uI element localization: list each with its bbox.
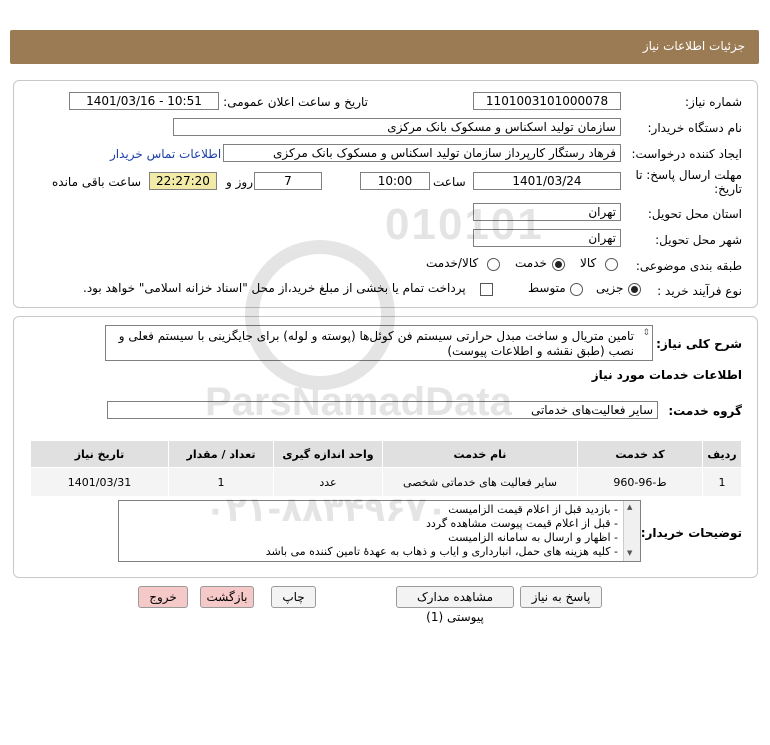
col-unit: واحد اندازه گیری <box>274 441 383 468</box>
category-option-service: خدمت <box>515 256 547 270</box>
deadline-time-field: 10:00 <box>360 172 430 190</box>
cell-service-name: سایر فعالیت های خدماتی شخصی <box>383 468 578 497</box>
process-radio-minor[interactable] <box>628 283 641 296</box>
treasury-payment-note: پرداخت تمام یا بخشی از مبلغ خرید،از محل "اسناد خزانه اسلامی" خواهد بود. <box>83 281 466 295</box>
scroll-up-icon[interactable]: ▲ <box>627 503 633 511</box>
buyer-note-1: - بازدید قبل از اعلام قیمت الزامیست <box>448 503 618 516</box>
cell-quantity: 1 <box>169 468 274 497</box>
days-field: 7 <box>254 172 322 190</box>
page-title: جزئیات اطلاعات نیاز <box>642 39 745 53</box>
process-option-minor: جزیی <box>596 281 624 295</box>
need-number-field: 1101003101000078 <box>473 92 621 110</box>
need-number-label: شماره نیاز: <box>685 95 742 109</box>
buyer-notes-label: توضیحات خریدار: <box>640 526 742 540</box>
watermark-phone: ۰۲۱-۸۸۳۴۹۶۷۰ <box>205 490 448 530</box>
process-option-medium: متوسط <box>528 281 566 295</box>
service-group-field: سایر فعالیت‌های خدماتی <box>107 401 658 419</box>
col-quantity: تعداد / مقدار <box>169 441 274 468</box>
time-label: ساعت <box>433 175 466 189</box>
category-radio-goods[interactable] <box>605 258 618 271</box>
summary-label: شرح کلی نیاز: <box>656 337 742 351</box>
resize-handle-icon[interactable]: ⇕ <box>642 328 650 338</box>
deadline-date-field: 1401/03/24 <box>473 172 621 190</box>
city-field: تهران <box>473 229 621 247</box>
remaining-time-field: 22:27:20 <box>149 172 217 190</box>
province-label: استان محل تحویل: <box>647 207 742 221</box>
buyer-org-field: سازمان تولید اسکناس و مسکوک بانک مرکزی <box>173 118 621 136</box>
back-button[interactable]: بازگشت <box>200 586 254 608</box>
category-option-goods: کالا <box>580 256 597 270</box>
days-label: روز و <box>226 175 253 189</box>
col-need-date: تاریخ نیاز <box>31 441 169 468</box>
view-attachments-button[interactable]: مشاهده مدارک پیوستی (1) <box>396 586 514 608</box>
summary-line-1: تامین متریال و ساخت مبدل حرارتی سیستم فن کوئل‌ها (پوسته و لوله) برای جایگزینی با سیستم فعلی و <box>118 329 634 343</box>
reply-button[interactable]: پاسخ به نیاز <box>520 586 602 608</box>
service-group-label: گروه خدمت: <box>668 404 742 418</box>
notes-scrollbar[interactable] <box>623 501 640 561</box>
province-field: تهران <box>473 203 621 221</box>
watermark-brand: ParsNamadData <box>205 380 512 424</box>
buyer-note-4: - کلیه هزینه های حمل، انبارداری و ایاب و ذهاب به عهدهٔ تامین کننده می باشد <box>265 545 618 558</box>
contact-buyer-link[interactable]: اطلاعات تماس خریدار <box>110 147 222 161</box>
exit-button[interactable]: خروج <box>138 586 188 608</box>
col-service-name: نام خدمت <box>383 441 578 468</box>
buyer-note-2: - قبل از اعلام قیمت پیوست مشاهده گردد <box>425 517 618 530</box>
cell-row: 1 <box>703 468 742 497</box>
category-label: طبقه بندی موضوعی: <box>635 259 742 273</box>
deadline-date-label: تاریخ: <box>714 182 742 196</box>
print-button[interactable]: چاپ <box>271 586 316 608</box>
watermark-digits: 010101 <box>385 200 544 249</box>
remaining-label: ساعت باقی مانده <box>52 175 142 189</box>
col-row: ردیف <box>703 441 742 468</box>
cell-service-code: ط-96-960 <box>578 468 703 497</box>
parsnamad-watermark <box>205 200 605 530</box>
buyer-org-label: نام دستگاه خریدار: <box>647 121 742 135</box>
watermark-logo-icon <box>245 240 395 390</box>
requester-field: فرهاد رستگار کارپرداز سازمان تولید اسکناس و مسکوک بانک مرکزی <box>223 144 621 162</box>
scroll-down-icon[interactable]: ▼ <box>627 549 633 557</box>
summary-line-2: نصب (طبق نقشه و اطلاعات پیوست) <box>447 344 634 358</box>
cell-need-date: 1401/03/31 <box>31 468 169 497</box>
deadline-label: مهلت ارسال پاسخ: تا <box>635 168 742 182</box>
announce-field: 1401/03/16 - 10:51 <box>69 92 219 110</box>
process-label: نوع فرآیند خرید : <box>657 284 742 298</box>
page-header <box>10 30 759 64</box>
col-service-code: کد خدمت <box>578 441 703 468</box>
requester-label: ایجاد کننده درخواست: <box>631 147 742 161</box>
city-label: شهر محل تحویل: <box>655 233 742 247</box>
buyer-note-3: - اظهار و ارسال به سامانه الزامیست <box>448 531 618 544</box>
announce-label: تاریخ و ساعت اعلان عمومی: <box>223 95 368 109</box>
services-heading: اطلاعات خدمات مورد نیاز <box>591 368 742 382</box>
cell-unit: عدد <box>274 468 383 497</box>
category-option-goods-service: کالا/خدمت <box>426 256 479 270</box>
